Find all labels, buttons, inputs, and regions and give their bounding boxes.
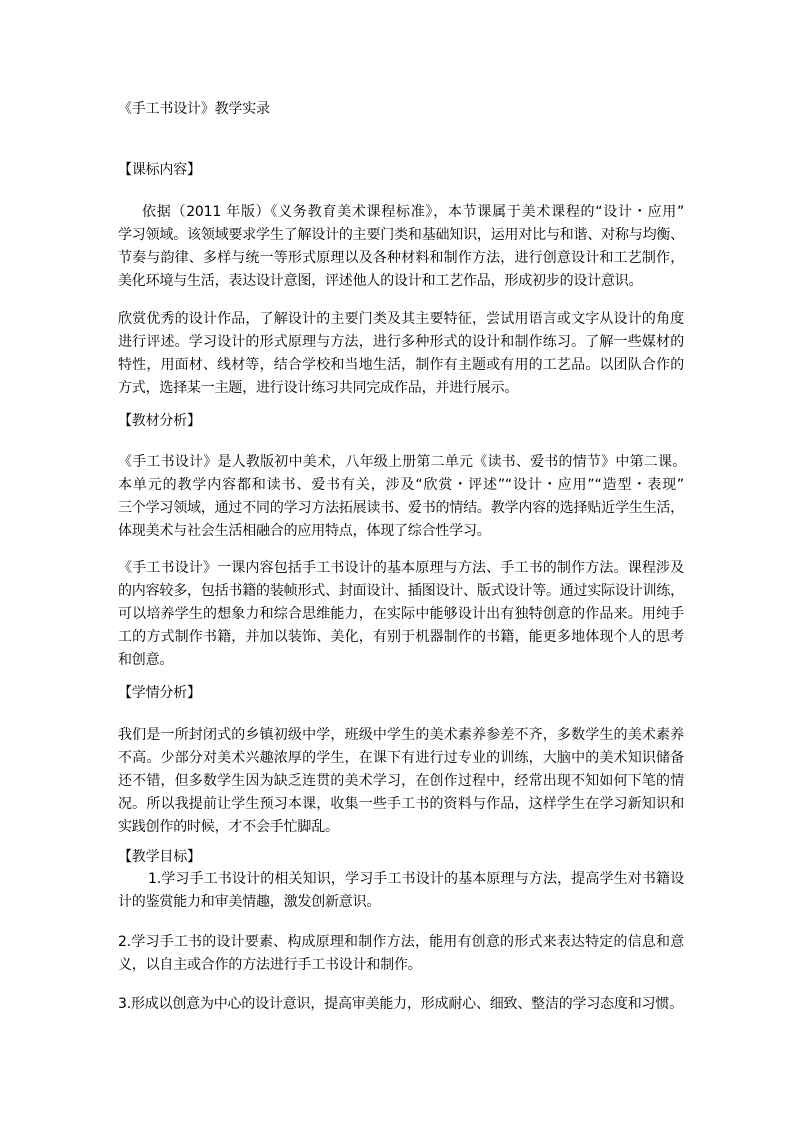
textbook-para2-line3: 可以培养学生的想象力和综合思维能力，在实际中能够设计出有独特创意的作品来。用纯手 bbox=[118, 606, 684, 622]
textbook-para1-line2: 本单元的教学内容都和读书、爱书有关，涉及“欣赏・评述”“设计・应用”“造型・表现” bbox=[118, 477, 684, 493]
students-para1-line3: 还不错，但多数学生因为缺乏连贯的美术学习，在创作过程中，经常出现不知如何下笔的情 bbox=[118, 773, 684, 789]
curriculum-para2-line2: 进行评述。学习设计的形式原理与方法，进行多种形式的设计和制作练习。了解一些媒材的 bbox=[118, 334, 684, 350]
textbook-para1-line1: 《手工书设计》是人教版初中美术，八年级上册第二单元《读书、爱书的情节》中第二课。 bbox=[118, 454, 686, 470]
textbook-para2-line5: 和创意。 bbox=[118, 652, 174, 668]
objective-1-line2: 计的鉴赏能力和审美情趣，激发创新意识。 bbox=[118, 894, 381, 910]
students-para1-line4: 况。所以我提前让学生预习本课，收集一些手工书的资料与作品，这样学生在学习新知识和 bbox=[118, 796, 684, 812]
curriculum-para1-line2: 学习领域。该领域要求学生了解设计的主要门类和基础知识，运用对比与和谐、对称与均衡、 bbox=[118, 227, 684, 243]
curriculum-para1-line4: 美化环境与生活，表达设计意图，评述他人的设计和工艺作品，形成初步的设计意识。 bbox=[118, 273, 643, 289]
section-heading-students: 【学情分析】 bbox=[118, 685, 201, 701]
curriculum-para2-line1: 欣赏优秀的设计作品，了解设计的主要门类及其主要特征，尝试用语言或文字从设计的角度 bbox=[118, 311, 684, 327]
textbook-para2-line4: 工的方式制作书籍，并加以装饰、美化，有别于机器制作的书籍，能更多地体现个人的思考 bbox=[118, 629, 684, 645]
objective-2-line1: 2.学习手工书的设计要素、构成原理和制作方法，能用有创意的形式来表达特定的信息和意 bbox=[118, 934, 684, 950]
document-title: 《手工书设计》教学实录 bbox=[118, 101, 270, 117]
textbook-para2-line2: 的内容较多，包括书籍的装帧形式、封面设计、插图设计、版式设计等。通过实际设计训练， bbox=[118, 583, 684, 599]
curriculum-para2-line3: 特性，用面材、线材等，结合学校和当地生活，制作有主题或有用的工艺品。以团队合作的 bbox=[118, 357, 684, 373]
section-heading-curriculum: 【课标内容】 bbox=[118, 162, 201, 178]
students-para1-line1: 我们是一所封闭式的乡镇初级中学，班级中学生的美术素养参差不齐，多数学生的美术素养 bbox=[118, 727, 684, 743]
textbook-para1-line3: 三个学习领域，通过不同的学习方法拓展读书、爱书的情结。教学内容的选择贴近学生生活， bbox=[118, 500, 684, 516]
textbook-para2-line1: 《手工书设计》一课内容包括手工书设计的基本原理与方法、手工书的制作方法。课程涉及 bbox=[118, 560, 684, 576]
section-heading-objectives: 【教学目标】 bbox=[118, 849, 201, 865]
textbook-para1-line4: 体现美术与社会生活相融合的应用特点，体现了综合性学习。 bbox=[118, 523, 491, 539]
curriculum-para1-line3: 节奏与韵律、多样与统一等形式原理以及各种材料和制作方法，进行创意设计和工艺制作， bbox=[118, 250, 684, 266]
objective-2-line2: 义，以自主或合作的方法进行手工书设计和制作。 bbox=[118, 957, 422, 973]
objective-3-line1: 3.形成以创意为中心的设计意识，提高审美能力，形成耐心、细致、整洁的学习态度和习惯。 bbox=[118, 996, 683, 1012]
objective-1-line1: 1.学习手工书设计的相关知识，学习手工书设计的基本原理与方法，提高学生对书籍设 bbox=[148, 871, 684, 887]
students-para1-line2: 不高。少部分对美术兴趣浓厚的学生，在课下有进行过专业的训练，大脑中的美术知识储备 bbox=[118, 750, 684, 766]
curriculum-para1-line1: 依据（2011 年版）《义务教育美术课程标准》，本节课属于美术课程的“设计・应用” bbox=[142, 204, 684, 220]
section-heading-textbook: 【教材分析】 bbox=[118, 413, 201, 429]
students-para1-line5: 实践创作的时候，才不会手忙脚乱。 bbox=[118, 819, 339, 835]
curriculum-para2-line4: 方式，选择某一主题，进行设计练习共同完成作品，并进行展示。 bbox=[118, 380, 519, 396]
